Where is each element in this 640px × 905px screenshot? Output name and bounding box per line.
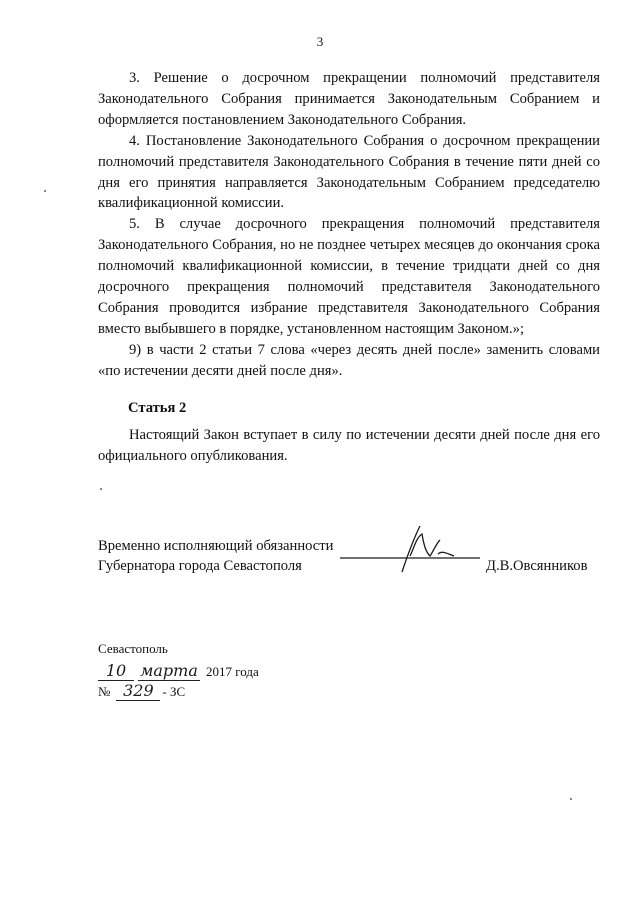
paragraph-5: 5. В случае досрочного прекращения полномочий представителя Законодательного Собрания, но не позднее четырех месяцев до окончания срока полномочий квалификационной комиссии, в течение тридцати дней со дня досрочного прекращения полномочий представителя Законодательного Собрания проводится избрание представителя Законодательного Собрания вместо выбывшего в порядке, установленном настоящим Законом.»;	[98, 216, 600, 337]
date-day: 10	[98, 662, 134, 681]
date-year: 2017 года	[206, 664, 259, 679]
law-number: 329	[116, 682, 160, 701]
date-line	[98, 662, 259, 681]
number-prefix: №	[98, 684, 111, 699]
scan-speck	[100, 488, 102, 490]
number-suffix: - ЗС	[162, 684, 186, 699]
scan-speck	[570, 798, 572, 800]
signer-title	[98, 536, 333, 576]
signer-title-line-1: Временно исполняющий обязанности	[98, 538, 334, 554]
amendment-paragraphs	[98, 68, 600, 382]
signer-name: Д.В.Овсянников	[486, 558, 588, 574]
article-2-body	[98, 425, 600, 467]
page-number: 3	[316, 34, 324, 49]
signer-title-line-2: Губернатора города Севастополя	[98, 558, 302, 574]
scan-speck	[44, 190, 46, 192]
date-month: марта	[138, 662, 200, 681]
city-name: Севастополь	[98, 641, 168, 656]
paragraph-4: 4. Постановление Законодательного Собрания о досрочном прекращении полномочий представителя Законодательного Собрания в течение пяти дней со дня его принятия направляется Законодательным Собранием председателю квалификационной комиссии.	[98, 132, 600, 212]
paragraph-9: 9) в части 2 статьи 7 слова «через десять дней после» заменить словами «по истечении десяти дней после дня».	[98, 341, 600, 379]
paragraph-3: 3. Решение о досрочном прекращении полномочий представителя Законодательного Собрания принимается Законодательным Собранием и оформляется постановлением Законодательного Собрания.	[98, 70, 600, 128]
law-number-line	[98, 682, 185, 701]
article-2-text: Настоящий Закон вступает в силу по истечении десяти дней после дня его официального опубликования.	[98, 427, 600, 464]
article-2-heading: Статья 2	[128, 400, 187, 416]
handwritten-signature	[330, 520, 490, 580]
